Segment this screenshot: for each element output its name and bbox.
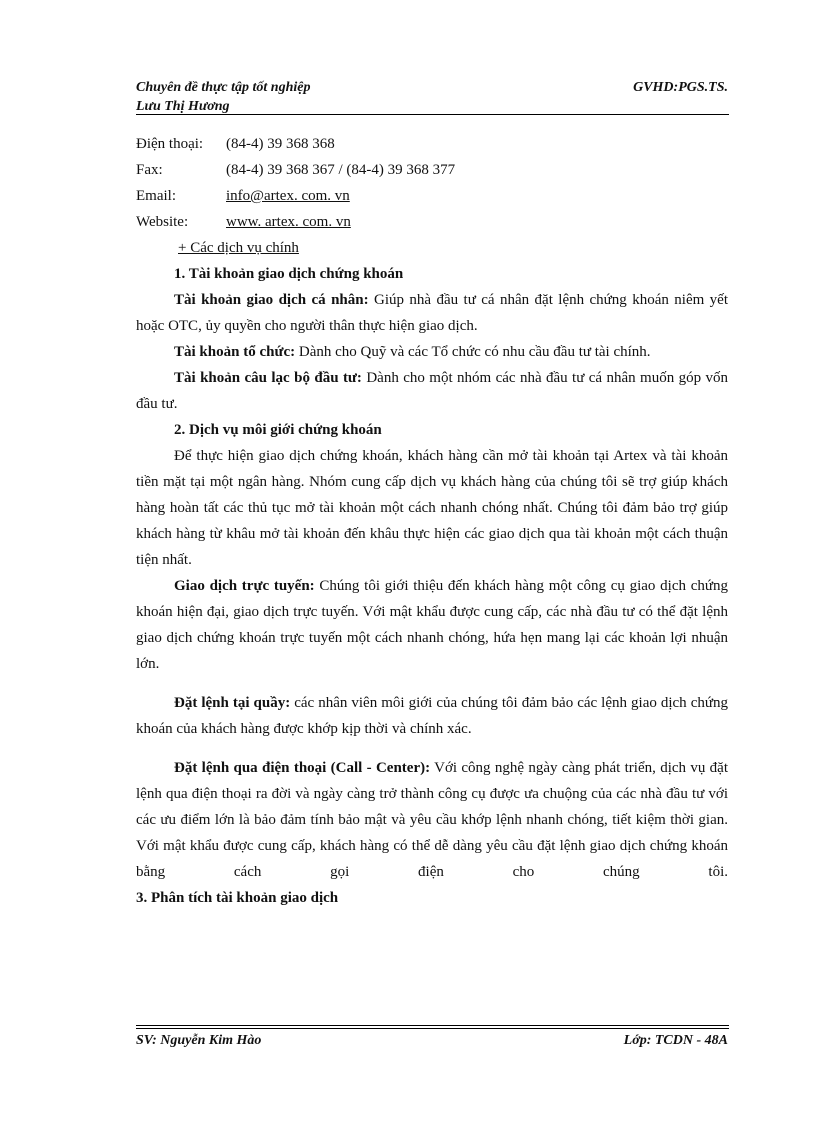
section2-p2-bold: Giao dịch trực tuyến: [174,578,315,594]
header-author: Lưu Thị Hương [136,99,230,114]
website-link[interactable]: www. artex. com. vn [226,214,351,230]
section1-p2-bold: Tài khoản tổ chức: [174,344,296,360]
section1-p2-text: Dành cho Quỹ và các Tổ chức có nhu cầu đầu tư tài chính. [295,344,651,360]
section2-title: 2. Dịch vụ môi giới chứng khoán [174,422,382,438]
email-link[interactable]: info@artex. com. vn [226,188,350,204]
section2-paragraph-counter [136,690,728,742]
contact-fax [136,157,728,183]
section2-paragraph-intro [136,443,728,573]
section2-paragraph-online [136,573,728,677]
header-divider [136,114,729,115]
page-footer [136,1032,728,1050]
section2-p3-bold: Đặt lệnh tại quầy: [174,695,291,711]
fax-value: (84-4) 39 368 367 / (84-4) 39 368 377 [226,162,456,178]
section1-title: 1. Tài khoản giao dịch chứng khoán [174,266,404,282]
section1-paragraph-club [136,365,728,417]
section1-paragraph-individual [136,287,728,339]
section2-p4-text: Với công nghệ ngày càng phát triển, dịch vụ đặt lệnh qua điện thoại ra đời và ngày càng trở thành công cụ được ưa chuộng của các nhà đầu tư với các ưu điểm lớn là bảo đảm tính bảo mật và yêu cầu khớp lệnh nhanh chóng, tiết kiệm thời gian. Với mật khẩu được cung cấp, khách hàng có thể dễ dàng yêu cầu đặt lệnh giao dịch chứng khoán bằng cách gọi điện cho chúng tôi. [136,760,728,880]
header-left-title: Chuyên đề thực tập tốt nghiệp [136,80,311,95]
section2-paragraph-call-center [136,755,728,885]
footer-divider-top [136,1025,729,1026]
fax-label: Fax: [136,162,163,178]
contact-website [136,209,728,235]
paragraph-gap [136,742,728,755]
phone-label: Điện thoại: [136,136,204,152]
section2-p1-text: Để thực hiện giao dịch chứng khoán, khách hàng cần mở tài khoản tại Artex và tài khoản tiền mặt tại một ngân hàng. Nhóm cung cấp dịch vụ khách hàng của chúng tôi sẽ trợ giúp khách hàng hoàn tất các thủ tục mở tài khoản một cách nhanh chóng nhất. Chúng tôi đảm bảo trợ giúp khách hàng từ khâu mở tài khoản đến khâu thực hiện các giao dịch qua tài khoản một cách thuận tiện nhất. [136,448,728,568]
section2-p2-text: Chúng tôi giới thiệu đến khách hàng một công cụ giao dịch chứng khoán hiện đại, giao dịch trực tuyến. Với mật khẩu được cung cấp, các nhà đầu tư có thể đặt lệnh giao dịch chứng khoán trực tuyến một cách nhanh chóng, hứa hẹn mang lại các khoản lợi nhuận lớn. [136,578,728,672]
page-header [136,78,728,116]
section2-p4-bold: Đặt lệnh qua điện thoại (Call - Center): [174,760,431,776]
section1-p3-bold: Tài khoản câu lạc bộ đầu tư: [174,370,362,386]
section1-paragraph-organization [136,339,728,365]
section1-p3-text: Dành cho một nhóm các nhà đầu tư cá nhân muốn góp vốn đầu tư. [136,370,728,412]
section1-p1-bold: Tài khoản giao dịch cá nhân: [174,292,369,308]
section1-p1-text: Giúp nhà đầu tư cá nhân đặt lệnh chứng khoán niêm yết hoặc OTC, ủy quyền cho người thân thực hiện giao dịch. [136,292,729,334]
footer-student: SV: Nguyễn Kim Hào [136,1033,262,1048]
footer-class: Lớp: TCDN - 48A [623,1033,728,1048]
contact-phone [136,131,728,157]
paragraph-gap [136,677,728,690]
website-label: Website: [136,214,189,230]
header-right-title: GVHD:PGS.TS. [633,80,728,95]
services-heading: + Các dịch vụ chính [178,240,299,256]
section2-p3-text: các nhân viên môi giới của chúng tôi đảm bảo các lệnh giao dịch chứng khoán của khách hàng được khớp kịp thời và chính xác. [136,695,728,737]
email-label: Email: [136,188,176,204]
phone-value: (84-4) 39 368 368 [226,136,335,152]
section3-title: 3. Phân tích tài khoản giao dịch [136,890,339,906]
footer-divider-bottom [136,1028,729,1029]
contact-email [136,183,728,209]
document-body [136,131,728,911]
